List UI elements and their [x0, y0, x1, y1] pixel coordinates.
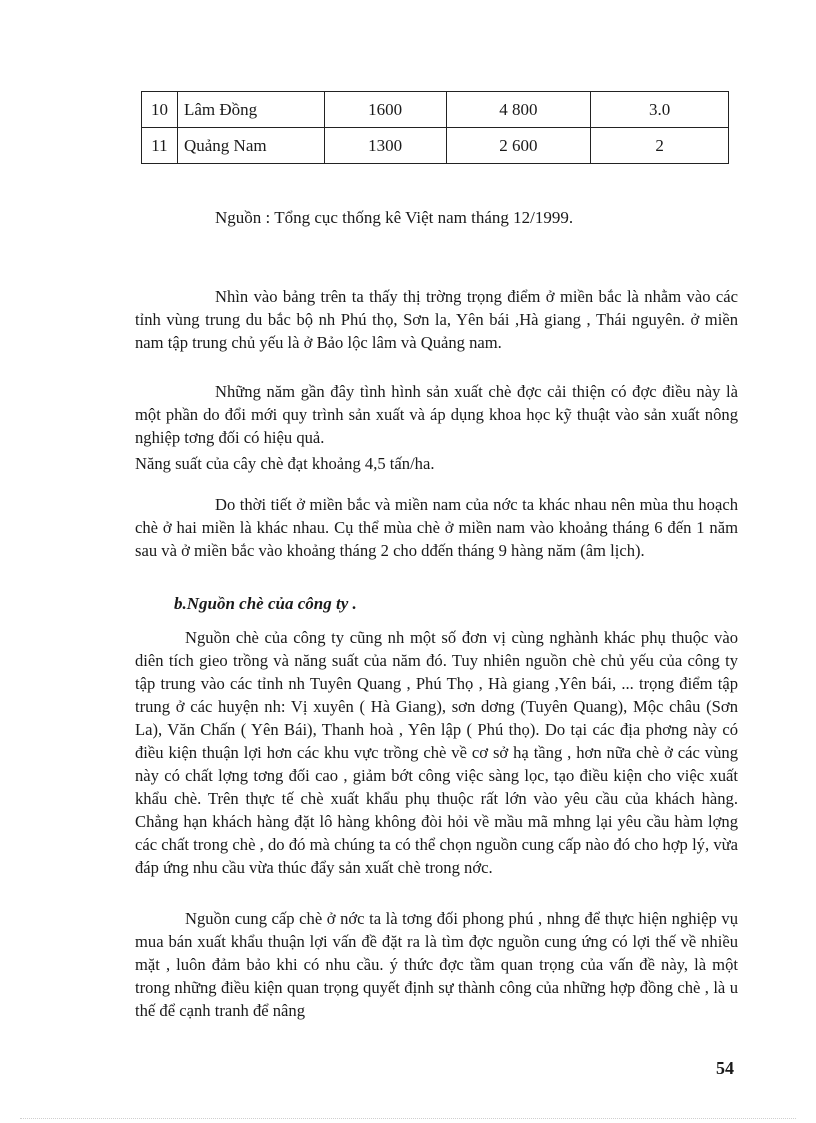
- paragraph: Nguồn chè của công ty cũng nh một số đơn vị cùng nghành khác phụ thuộc vào diên tích gieo trồng và năng suất của năm đó. Tuy nhiên nguồn chè chủ yếu của công ty tập trung vào các tỉnh nh Tuyên Quang , Phú Thọ , Hà giang ,Yên bái, ... trọng điểm tập trung ở các huyện nh: Vị xuyên ( Hà Giang), sơn dơng (Tuyên Quang), Mộc châu (Sơn La), Văn Chấn ( Yên Bái), Thanh hoà , Yên lập ( Phú thọ). Do tại các địa phơng này có điều kiện thuận lợi hơn các khu vực trồng chè về cơ sở hạ tầng , hơn nữa chè ở các vùng này có chất lợng tơng đối cao , giảm bớt công việc sàng lọc, tạo điều kiện cho việc xuất khẩu chè. Trên thực tế chè xuất khẩu phụ thuộc rất lớn vào yêu cầu của khách hàng. Chẳng hạn khách hàng đặt lô hàng không đòi hỏi về mầu mã mhng lại yêu cầu hàm lợng các chất trong chè , do đó mà chúng ta có thể chọn nguồn cung cấp nào đó cho hợp lý, vừa đáp ứng nhu cầu vừa thúc đẩy sản xuất chè trong nớc.: [135, 628, 738, 877]
- table-cell: 1600: [324, 92, 446, 128]
- paragraph: Nhìn vào bảng trên ta thấy thị trờng trọng điểm ở miền bắc là nhằm vào các tỉnh vùng trung du bắc bộ nh Phú thọ, Sơn la, Yên bái ,Hà giang , Thái nguyên. ở miền nam tập trung chủ yếu là ở Bảo lộc lâm và Quảng nam.: [135, 287, 738, 352]
- table-cell: 3.0: [591, 92, 729, 128]
- table-cell: Quảng Nam: [177, 128, 324, 164]
- paragraph: Do thời tiết ở miền bắc và miền nam của nớc ta khác nhau nên mùa thu hoạch chè ở hai miền là khác nhau. Cụ thể mùa chè ở miền nam vào khoảng tháng 6 đến 1 năm sau và ở miền bắc vào khoảng tháng 2 cho dđến tháng 9 hàng năm (âm lịch).: [135, 495, 738, 560]
- table-cell: 2 600: [446, 128, 591, 164]
- table-row: [142, 128, 729, 164]
- paragraph: Nguồn cung cấp chè ở nớc ta là tơng đối phong phú , nhng để thực hiện nghiệp vụ mua bán xuất khẩu thuận lợi vấn đề đặt ra là tìm đợc nguồn cung ứng có lợi thế về nhiều mặt , luôn đảm bảo khi có nhu cầu. ý thức đợc tầm quan trọng của vấn đề này, là một trong những điều kiện quan trọng quyết định sự thành công của những hợp đồng chè , là u thế để cạnh tranh để nâng: [135, 909, 738, 1020]
- page-number: 54: [716, 1058, 734, 1078]
- page-divider: [20, 1118, 796, 1119]
- section-heading: b.Nguồn chè của công ty .: [174, 594, 357, 613]
- table-cell: 10: [142, 92, 178, 128]
- table-cell: 11: [142, 128, 178, 164]
- table-cell: 4 800: [446, 92, 591, 128]
- data-table: [141, 91, 729, 164]
- paragraph: Những năm gần đây tình hình sản xuất chè đợc cải thiện có đợc điều này là một phần do đổi mới quy trình sản xuất và áp dụng khoa học kỹ thuật vào sản xuất nông nghiệp tơng đối có hiệu quả.: [135, 382, 738, 447]
- table-cell: Lâm Đồng: [177, 92, 324, 128]
- table-cell: 1300: [324, 128, 446, 164]
- paragraph: Năng suất của cây chè đạt khoảng 4,5 tấn/ha.: [135, 454, 435, 473]
- table-row: [142, 92, 729, 128]
- table-cell: 2: [591, 128, 729, 164]
- source-note: Nguồn : Tổng cục thống kê Việt nam tháng 12/1999.: [215, 208, 574, 227]
